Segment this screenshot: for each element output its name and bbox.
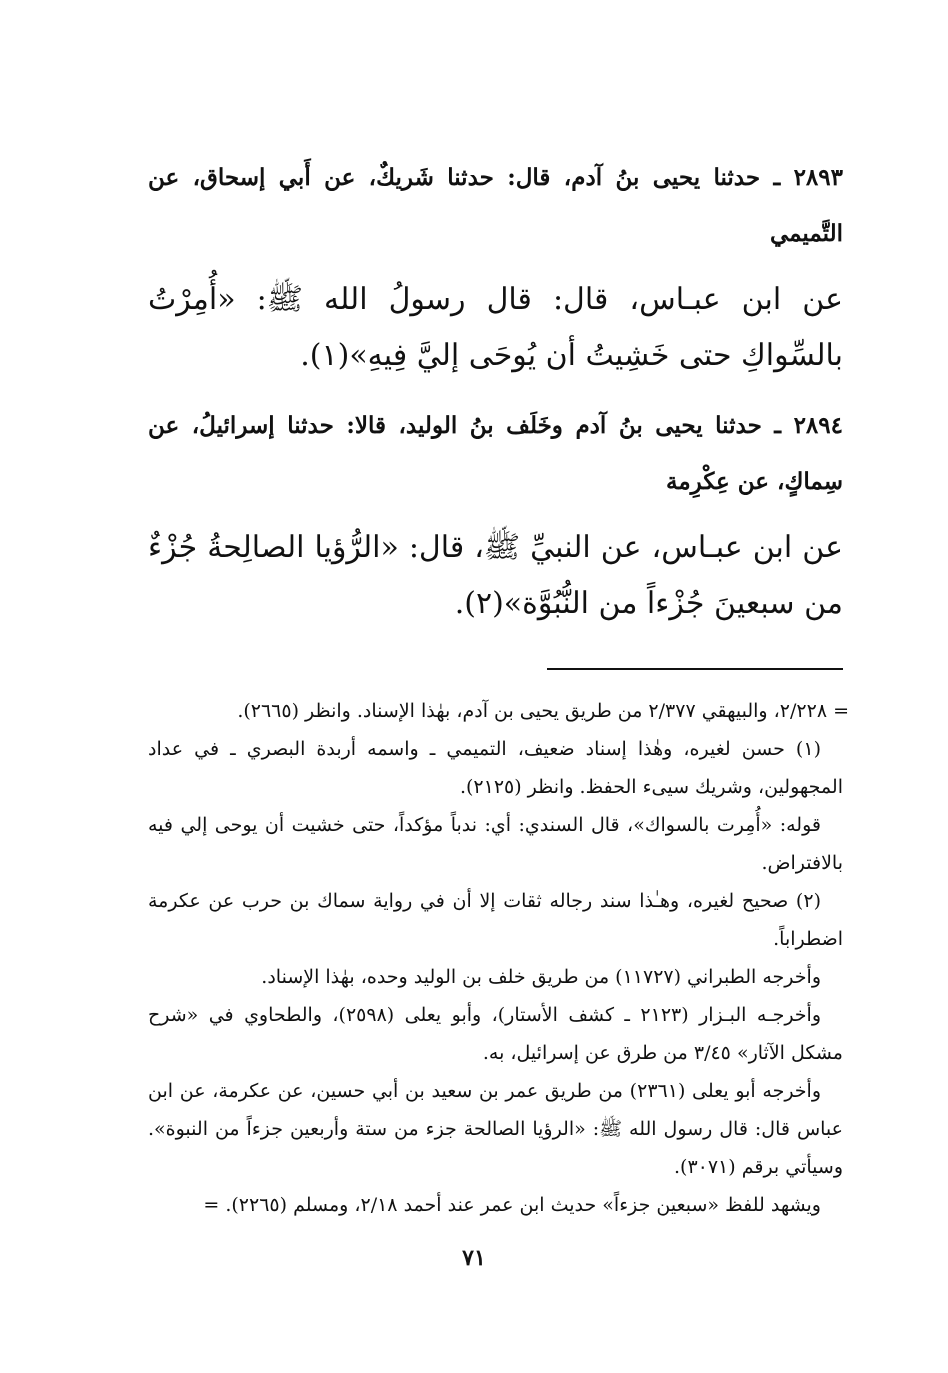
isnad-text: ـ حدثنا يحيى بنُ آدم وخَلَف بنُ الوليد، قالا: حدثنا إسرائيلُ، عن سِماكٍ، عن عِكْرِمة	[148, 412, 843, 495]
page-body	[148, 150, 849, 1224]
footnote-2-line: وأخرجه الطبراني (١١٧٢٧) من طريق خلف بن الوليد وحده، بهٰذا الإسناد.	[261, 966, 821, 988]
footnote-2-line: وأخرجه أبو يعلى (٢٣٦١) من طريق عمر بن سعيد بن أبي حسين، عن عكرمة، عن ابن عباس قال: قال رسول الله ﷺ: «الرؤيا الصالحة جزء من ستة وأربعين جزءاً من النبوة». وسيأتي برقم (٣٠٧١).	[148, 1080, 843, 1178]
hadith-2893-matn: عن ابن عبـاس، قال: قال رسولُ الله ﷺ: «أُمِرْتُ بالسِّواكِ حتى خَشِيتُ أن يُوحَى إليَّ فِيهِ»(١).	[148, 282, 843, 373]
footnote-divider	[547, 668, 843, 670]
isnad-text: ـ حدثنا يحيى بنُ آدم، قال: حدثنا شَريكٌ، عن أَبي إسحاق، عن التَّميمي	[148, 164, 843, 247]
page-number: ٧١	[462, 1245, 486, 1271]
footnote-1-comment: قوله: «أُمِرت بالسواك»، قال السندي: أي: ندباً مؤكداً، حتى خشيت أن يوحى إلي فيه بالافتراض.	[148, 814, 843, 874]
hadith-2894-matn: عن ابن عبـاس، عن النبيِّ ﷺ، قال: «الرُّؤيا الصالِحةُ جُزْءٌ من سبعينَ جُزْءاً من النُّبُوَّة»(٢).	[148, 530, 843, 621]
footnote-continuation: = ٢/٢٢٨، والبيهقي ٢/٣٧٧ من طريق يحيى بن آدم، بهٰذا الإسناد. وانظر (٢٦٦٥).	[237, 700, 849, 722]
hadith-2894-isnad	[148, 398, 843, 510]
footnote-1: (١) حسن لغيره، وهٰذا إسناد ضعيف، التميمي ـ واسمه أربدة البصري ـ في عداد المجهولين، وشريك سيىء الحفظ. وانظر (٢١٢٥).	[148, 738, 843, 798]
hadith-2893-isnad	[148, 150, 843, 262]
footnote-2: (٢) صحيح لغيره، وهـٰذا سند رجاله ثقات إلا أن في رواية سماك بن حرب عن عكرمة اضطراباً.	[148, 890, 843, 950]
hadith-number: ٢٨٩٤	[793, 412, 843, 439]
footnote-2-line: وأخرجـه البـزار (٢١٢٣ ـ كشف الأستار)، وأبو يعلى (٢٥٩٨)، والطحاوي في «شرح مشكل الآثار» ٣/٤٥ من طرق عن إسرائيل، به.	[148, 1004, 843, 1064]
hadith-number: ٢٨٩٣	[793, 164, 843, 191]
footnote-2-line: ويشهد للفظ «سبعين جزءاً» حديث ابن عمر عند أحمد ٢/١٨، ومسلم (٢٢٦٥). =	[203, 1194, 821, 1216]
footnotes	[148, 692, 849, 1224]
